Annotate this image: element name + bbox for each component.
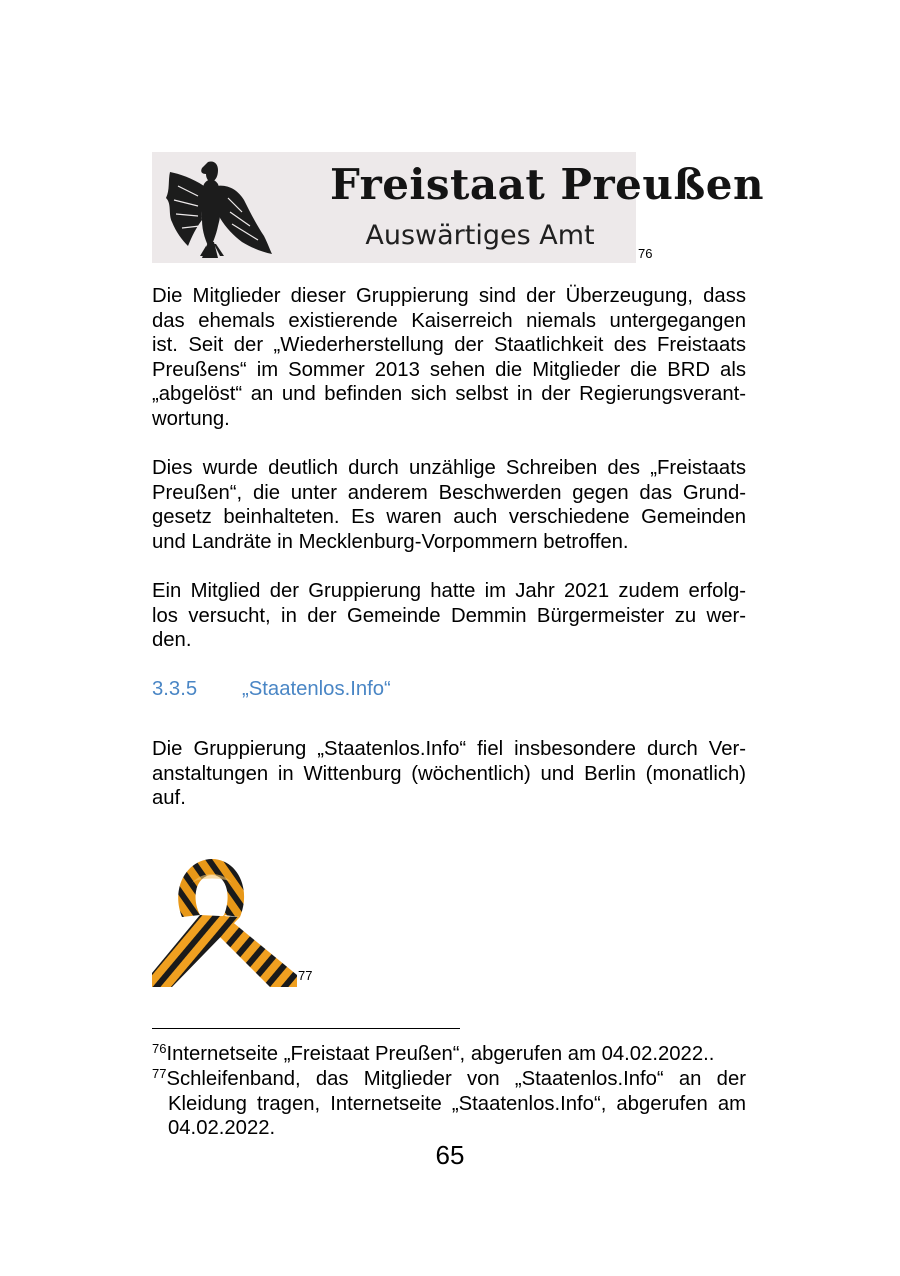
text-line: gesetz beinhalteten. Es waren auch verschiedene Gemeinden (152, 506, 746, 529)
footnote-text: Internetseite „Freistaat Preußen“, abgerufen am 04.02.2022.. (166, 1043, 715, 1065)
paragraph-2 (152, 456, 746, 554)
text-line: Preußen“, die unter anderem Beschwerden gegen das Grund- (152, 481, 746, 504)
footnote-ref-76[interactable]: 76 (638, 246, 653, 261)
section-title: „Staatenlos.Info“ (242, 678, 391, 700)
footnote-divider (152, 1028, 460, 1029)
eagle-emblem-icon (158, 156, 276, 260)
footnote-text: Schleifenband, das Mitglieder von „Staatenlos.Info“ an der (166, 1068, 746, 1090)
page-number: 65 (435, 1140, 465, 1170)
section-number: 3.3.5 (152, 678, 198, 700)
footnote-number: 76 (152, 1041, 167, 1056)
text-line: das ehemals existierende Kaiserreich niemals untergegangen (152, 309, 746, 332)
text-line: anstaltungen in Wittenburg (wöchentlich) und Berlin (monatlich) (152, 762, 746, 785)
text-line: wortung. (152, 407, 230, 430)
text-line: Preußens“ im Sommer 2013 sehen die Mitglieder die BRD als (152, 358, 746, 381)
text-line: los versucht, in der Gemeinde Demmin Bürgermeister zu wer- (152, 604, 746, 627)
text-line: „abgelöst“ an und befinden sich selbst in der Regierungsverant- (152, 383, 746, 406)
ribbon-icon (152, 857, 297, 987)
footnote-number: 77 (152, 1066, 167, 1081)
footnote-text: 04.02.2022. (168, 1117, 276, 1140)
text-line: Die Mitglieder dieser Gruppierung sind der Überzeugung, dass (152, 285, 746, 307)
text-line: auf. (152, 787, 186, 810)
text-line: Die Gruppierung „Staatenlos.Info“ fiel insbesondere durch Ver- (152, 738, 746, 760)
footnote-ref-77[interactable]: 77 (298, 968, 313, 983)
text-line: ist. Seit der „Wiederherstellung der Staatlichkeit des Freistaats (152, 334, 746, 357)
footnote-76 (152, 1042, 746, 1067)
banner-subtitle: Auswärtiges Amt (365, 220, 595, 251)
paragraph-1 (152, 284, 746, 432)
banner-title: Freistaat Preußen (330, 160, 765, 209)
footnote-text: Kleidung tragen, Internetseite „Staatenlos.Info“, abgerufen am (168, 1092, 746, 1115)
text-line: Dies wurde deutlich durch unzählige Schreiben des „Freistaats (152, 457, 746, 479)
footnote-77 (152, 1067, 746, 1141)
text-line: Ein Mitglied der Gruppierung hatte im Jahr 2021 zudem erfolg- (152, 580, 746, 602)
paragraph-3 (152, 579, 746, 653)
section-paragraph (152, 737, 746, 811)
text-line: und Landräte in Mecklenburg-Vorpommern betroffen. (152, 530, 629, 553)
section-heading (152, 676, 391, 702)
text-line: den. (152, 629, 192, 652)
